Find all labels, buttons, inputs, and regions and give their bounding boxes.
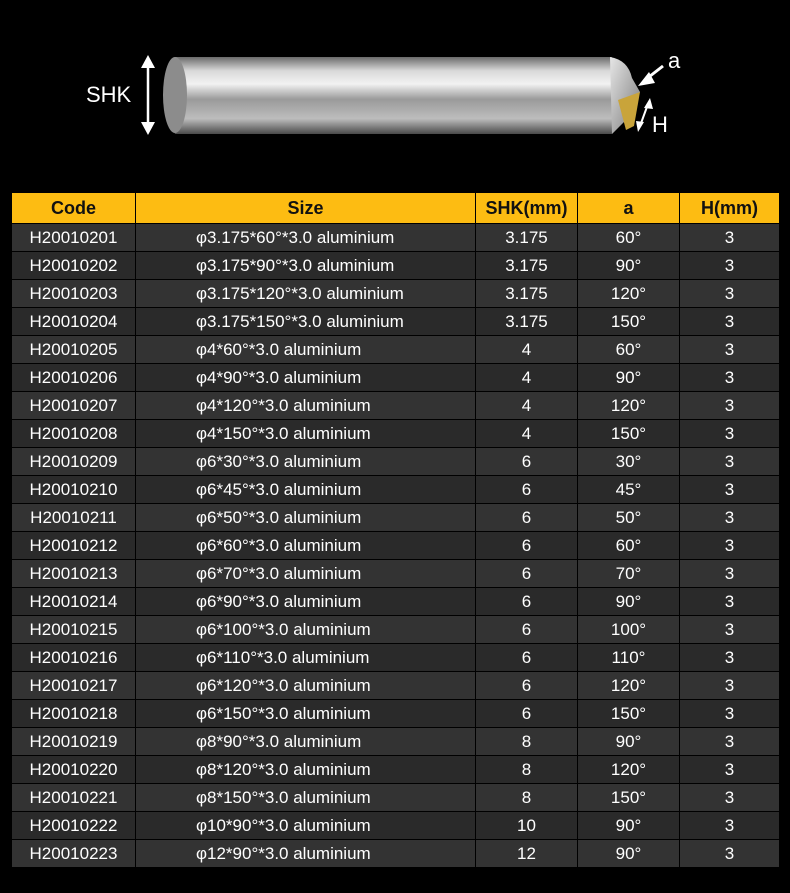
cell-size: φ4*60°*3.0 aluminium [136,336,476,364]
cell-code: H20010217 [12,672,136,700]
cell-code: H20010210 [12,476,136,504]
cell-a: 30° [578,448,680,476]
cell-size: φ12*90°*3.0 aluminium [136,840,476,868]
cell-a: 90° [578,728,680,756]
cell-code: H20010219 [12,728,136,756]
cell-a: 70° [578,560,680,588]
table-row [12,812,780,840]
cell-size: φ4*90°*3.0 aluminium [136,364,476,392]
header-h: H(mm) [680,193,780,224]
cell-h: 3 [680,812,780,840]
cell-a: 90° [578,252,680,280]
cell-code: H20010211 [12,504,136,532]
height-h-label: H [652,112,668,137]
cell-shk: 6 [476,560,578,588]
cell-a: 60° [578,336,680,364]
cell-size: φ3.175*60°*3.0 aluminium [136,224,476,252]
cell-code: H20010213 [12,560,136,588]
cell-size: φ8*150°*3.0 aluminium [136,784,476,812]
cell-h: 3 [680,784,780,812]
table-row [12,476,780,504]
spec-table [11,192,780,868]
cell-h: 3 [680,588,780,616]
cell-shk: 3.175 [476,252,578,280]
table-row [12,420,780,448]
table-row [12,280,780,308]
table-row [12,504,780,532]
cell-code: H20010209 [12,448,136,476]
header-code: Code [12,193,136,224]
cell-h: 3 [680,504,780,532]
table-row [12,672,780,700]
cell-a: 150° [578,784,680,812]
cell-size: φ3.175*120°*3.0 aluminium [136,280,476,308]
table-row [12,840,780,868]
cell-code: H20010218 [12,700,136,728]
cell-shk: 3.175 [476,308,578,336]
cell-shk: 12 [476,840,578,868]
cell-size: φ10*90°*3.0 aluminium [136,812,476,840]
cell-a: 120° [578,280,680,308]
product-hero [0,0,790,185]
cell-shk: 6 [476,588,578,616]
cell-shk: 6 [476,448,578,476]
cell-code: H20010215 [12,616,136,644]
cell-a: 100° [578,616,680,644]
cell-h: 3 [680,644,780,672]
cell-h: 3 [680,560,780,588]
cell-h: 3 [680,476,780,504]
cell-code: H20010220 [12,756,136,784]
cell-code: H20010207 [12,392,136,420]
cell-h: 3 [680,840,780,868]
cell-size: φ4*120°*3.0 aluminium [136,392,476,420]
cell-a: 90° [578,364,680,392]
cell-a: 45° [578,476,680,504]
cell-a: 90° [578,840,680,868]
header-shk: SHK(mm) [476,193,578,224]
cell-size: φ8*90°*3.0 aluminium [136,728,476,756]
cell-shk: 4 [476,364,578,392]
cell-h: 3 [680,280,780,308]
cell-h: 3 [680,224,780,252]
cell-h: 3 [680,532,780,560]
cell-size: φ6*150°*3.0 aluminium [136,700,476,728]
cell-shk: 10 [476,812,578,840]
cell-shk: 4 [476,420,578,448]
cell-h: 3 [680,448,780,476]
table-header-row [12,193,780,224]
cell-code: H20010208 [12,420,136,448]
cell-shk: 4 [476,392,578,420]
table-row [12,532,780,560]
cell-code: H20010216 [12,644,136,672]
cell-shk: 6 [476,672,578,700]
cell-shk: 6 [476,616,578,644]
cell-shk: 3.175 [476,224,578,252]
cell-h: 3 [680,616,780,644]
cell-size: φ6*50°*3.0 aluminium [136,504,476,532]
cell-a: 120° [578,392,680,420]
cell-h: 3 [680,364,780,392]
table-row [12,224,780,252]
cell-size: φ6*100°*3.0 aluminium [136,616,476,644]
cell-a: 60° [578,224,680,252]
cell-code: H20010214 [12,588,136,616]
cell-size: φ6*70°*3.0 aluminium [136,560,476,588]
cell-h: 3 [680,336,780,364]
cell-shk: 4 [476,336,578,364]
cell-h: 3 [680,700,780,728]
cell-a: 90° [578,812,680,840]
cell-h: 3 [680,252,780,280]
cell-code: H20010203 [12,280,136,308]
cell-h: 3 [680,672,780,700]
cell-size: φ3.175*150°*3.0 aluminium [136,308,476,336]
cell-size: φ8*120°*3.0 aluminium [136,756,476,784]
cell-shk: 6 [476,700,578,728]
cell-code: H20010204 [12,308,136,336]
shank-body [168,57,613,134]
table-row [12,784,780,812]
cell-a: 120° [578,672,680,700]
cell-h: 3 [680,392,780,420]
cell-shk: 8 [476,756,578,784]
cell-shk: 6 [476,476,578,504]
cell-a: 150° [578,420,680,448]
cell-code: H20010223 [12,840,136,868]
cell-a: 120° [578,756,680,784]
cell-shk: 8 [476,784,578,812]
cell-shk: 6 [476,504,578,532]
cell-shk: 8 [476,728,578,756]
cell-h: 3 [680,728,780,756]
cell-code: H20010201 [12,224,136,252]
table-row [12,392,780,420]
cell-code: H20010212 [12,532,136,560]
shk-label: SHK [86,82,132,107]
table-row [12,252,780,280]
table-row [12,560,780,588]
table-row [12,336,780,364]
cell-size: φ3.175*90°*3.0 aluminium [136,252,476,280]
table-row [12,364,780,392]
cell-shk: 6 [476,644,578,672]
cell-h: 3 [680,308,780,336]
table-row [12,616,780,644]
cell-code: H20010222 [12,812,136,840]
cell-a: 50° [578,504,680,532]
angle-a-label: a [668,48,681,73]
cell-a: 150° [578,700,680,728]
table-row [12,588,780,616]
table-row [12,644,780,672]
cell-a: 110° [578,644,680,672]
cell-size: φ6*110°*3.0 aluminium [136,644,476,672]
cell-h: 3 [680,420,780,448]
cell-size: φ6*45°*3.0 aluminium [136,476,476,504]
cell-code: H20010221 [12,784,136,812]
cell-size: φ4*150°*3.0 aluminium [136,420,476,448]
table-row [12,728,780,756]
cell-code: H20010202 [12,252,136,280]
cell-a: 150° [578,308,680,336]
cell-size: φ6*90°*3.0 aluminium [136,588,476,616]
cell-size: φ6*120°*3.0 aluminium [136,672,476,700]
cell-code: H20010206 [12,364,136,392]
header-a: a [578,193,680,224]
cell-size: φ6*60°*3.0 aluminium [136,532,476,560]
cell-a: 60° [578,532,680,560]
cell-size: φ6*30°*3.0 aluminium [136,448,476,476]
cell-shk: 6 [476,532,578,560]
header-size: Size [136,193,476,224]
table-row [12,308,780,336]
table-row [12,756,780,784]
cell-shk: 3.175 [476,280,578,308]
cell-h: 3 [680,756,780,784]
cell-a: 90° [578,588,680,616]
cell-code: H20010205 [12,336,136,364]
table-row [12,448,780,476]
table-row [12,700,780,728]
